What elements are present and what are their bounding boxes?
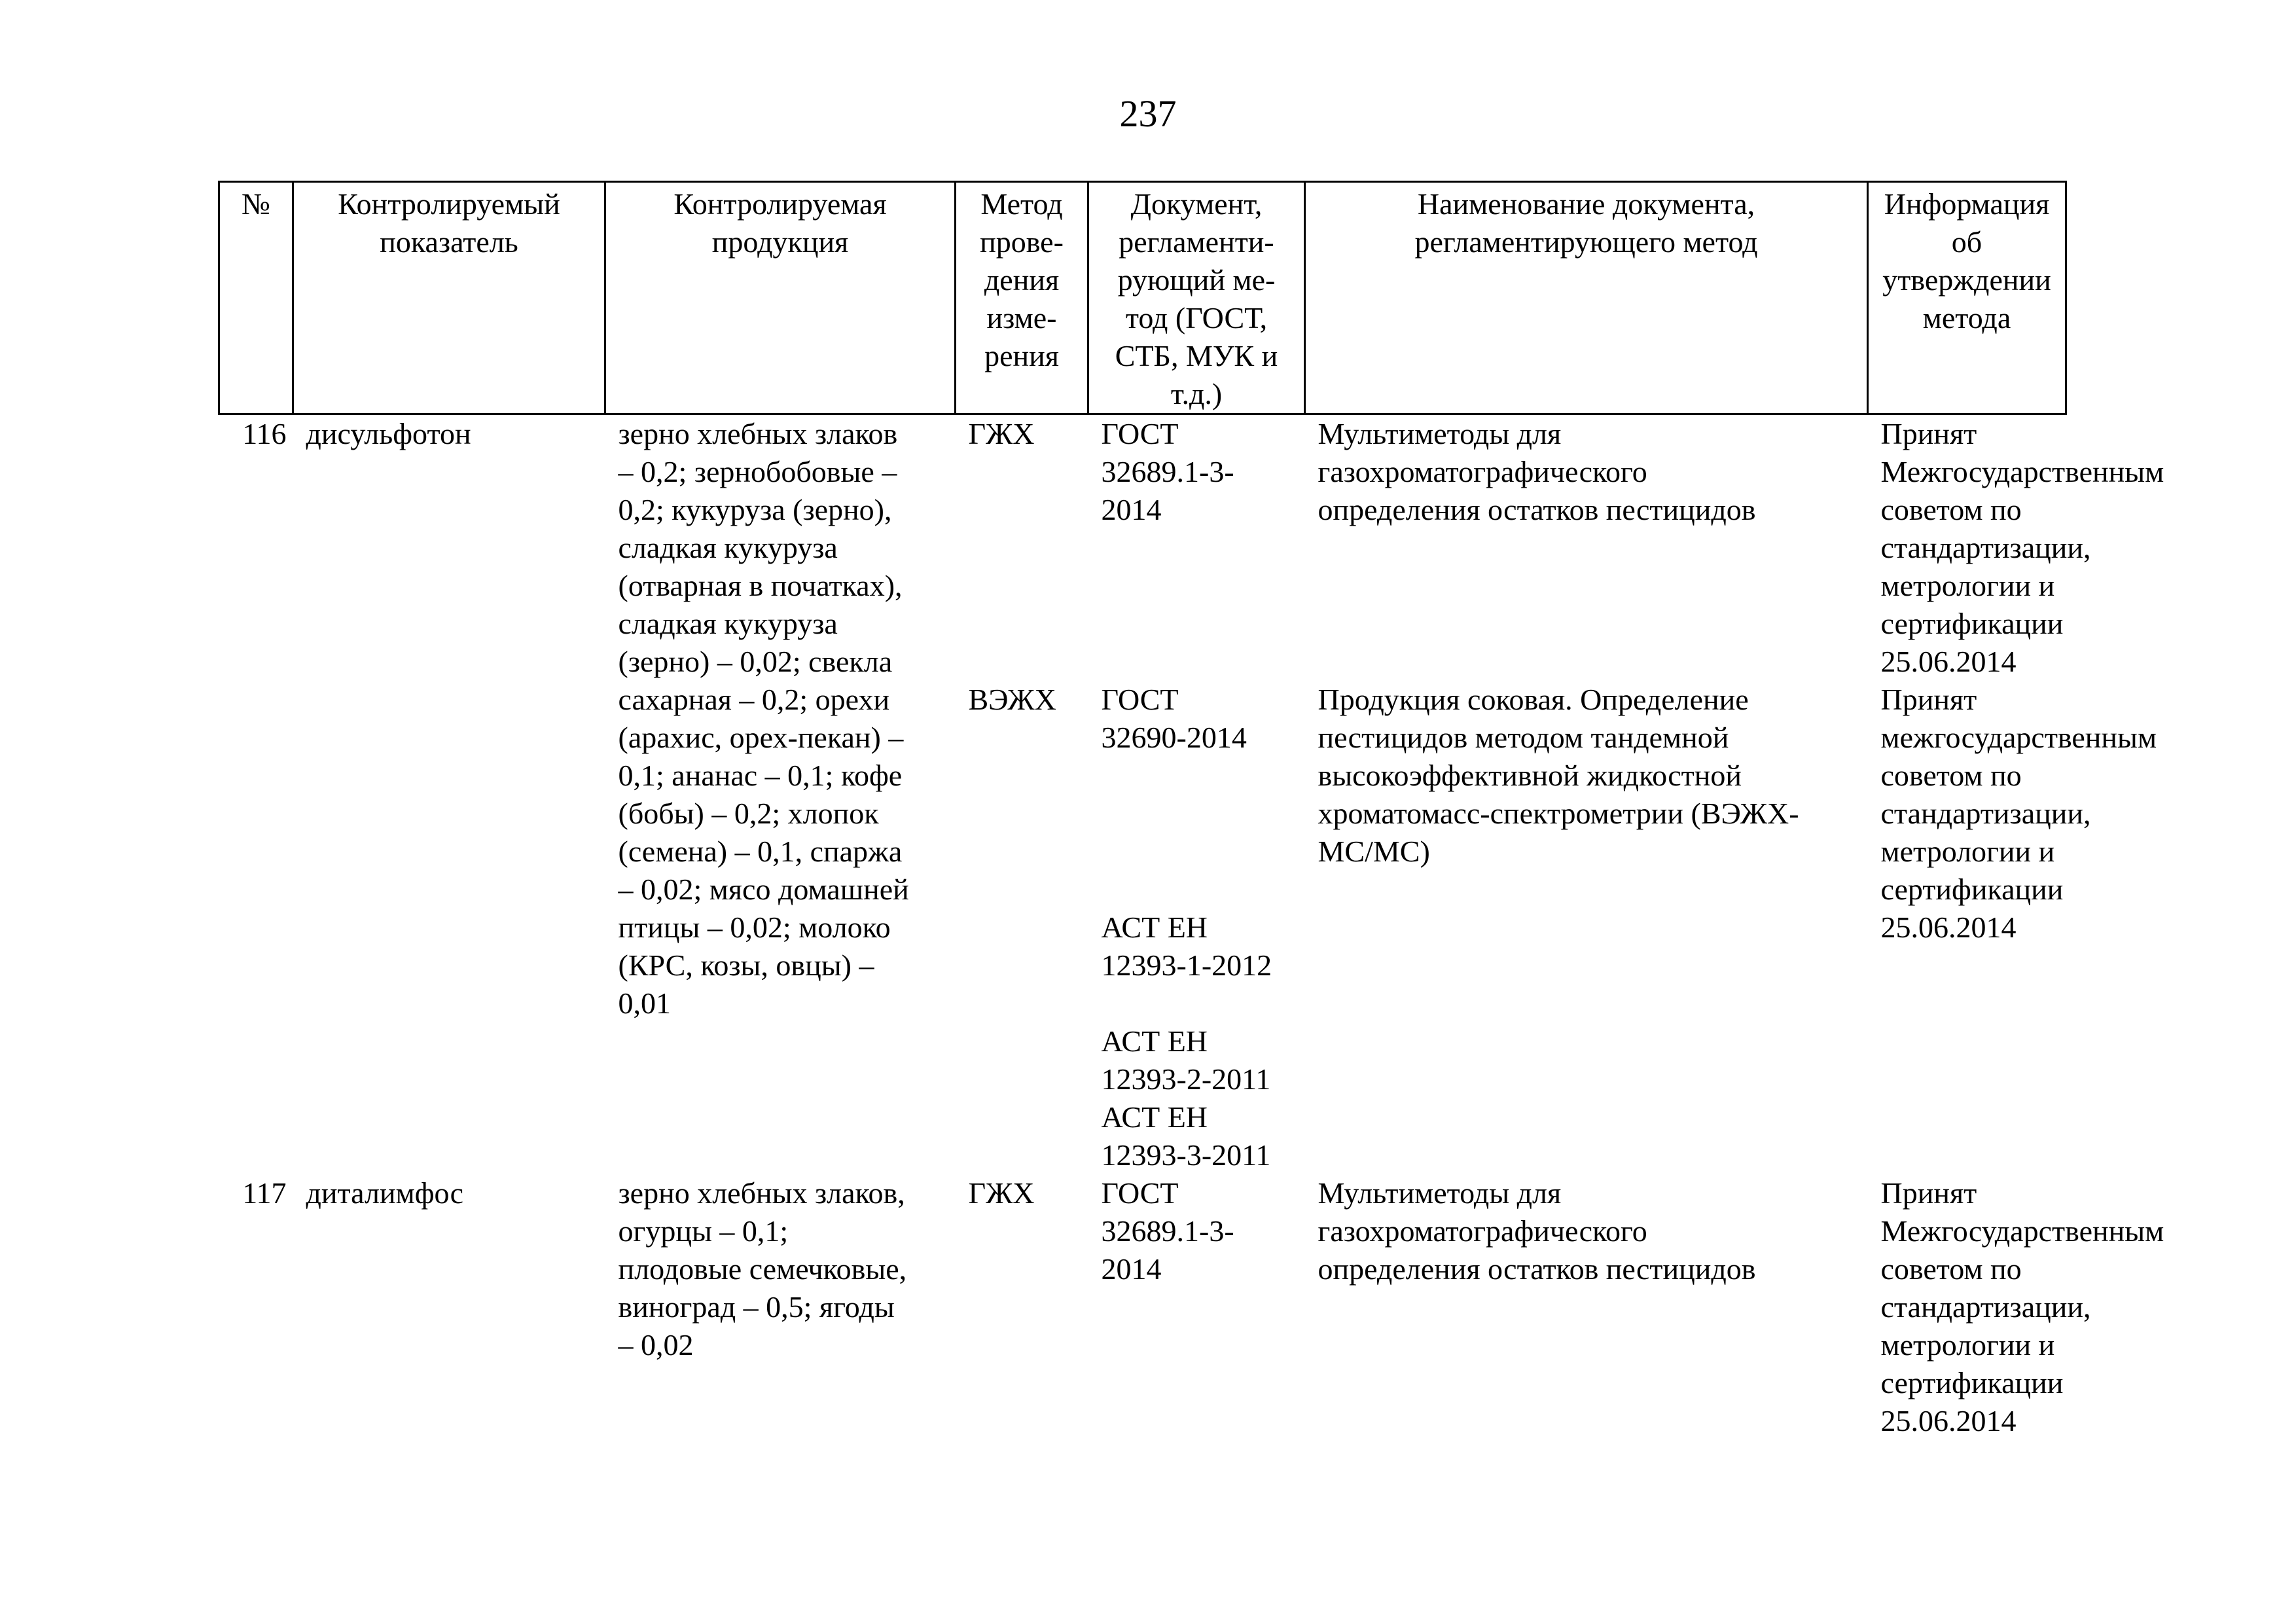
table-header-row <box>219 182 2066 414</box>
header-approval: Информация об утверждении метода <box>1868 182 2066 414</box>
row-doc-name: Мультиметоды для газохроматографического определения остатков пестицидов <box>1318 1176 1756 1286</box>
row-method: ГЖХ <box>968 417 1035 450</box>
row-indicator: диталимфос <box>306 1176 464 1210</box>
row-approval: Принят Межгосударственным советом по стандартизации, метрологии и сертификации 25.06.2014 <box>1880 417 2164 678</box>
header-num: № <box>219 182 293 414</box>
table-row <box>219 1174 2066 1440</box>
table-row <box>219 414 2066 681</box>
row-method: ГЖХ <box>968 1176 1035 1210</box>
header-doc-name: Наименование документа, регламентирующего метод <box>1305 182 1868 414</box>
header-method: Метод прове- дения изме- рения <box>956 182 1088 414</box>
row-number: 116 <box>242 417 287 450</box>
row-approval: Принят межгосударственным советом по стандартизации, метрологии и сертификации 25.06.2014 <box>1880 683 2157 944</box>
row-product: зерно хлебных злаков, огурцы – 0,1; плодовые семечковые, виноград – 0,5; ягоды – 0,02 <box>618 1176 907 1362</box>
row-approval: Принят Межгосударственным советом по стандартизации, метрологии и сертификации 25.06.2014 <box>1880 1176 2164 1437</box>
row-document: ГОСТ 32690-2014 АСТ ЕН 12393-1-2012 АСТ ЕН 12393-2-2011 АСТ ЕН 12393-3-2011 <box>1101 683 1272 1172</box>
row-doc-name: Мультиметоды для газохроматографического определения остатков пестицидов <box>1318 417 1756 526</box>
header-indicator: Контролируемый показатель <box>293 182 605 414</box>
row-product: зерно хлебных злаков – 0,2; зернобобовые – 0,2; кукуруза (зерно), сладкая кукуруза (отварная в початках), сладкая кукуруза (зерно) – 0,02; свекла сахарная – 0,2; орехи (арахис, орех-пекан) – 0,1; ананас – 0,1; кофе (бобы) – 0,2; хлопок (семена) – 0,1, спаржа – 0,02; мясо домашней птицы – 0,02; молоко (КРС, козы, овцы) – 0,01 <box>618 417 909 1020</box>
row-number: 117 <box>242 1176 287 1210</box>
row-document: ГОСТ 32689.1-3- 2014 <box>1101 417 1234 526</box>
header-document: Документ, регламенти- рующий ме- тод (ГОСТ, СТБ, МУК и т.д.) <box>1088 182 1305 414</box>
page-number: 237 <box>1119 92 1177 135</box>
row-method: ВЭЖХ <box>968 683 1056 716</box>
row-indicator: дисульфотон <box>306 417 471 450</box>
row-document: ГОСТ 32689.1-3- 2014 <box>1101 1176 1234 1286</box>
row-doc-name: Продукция соковая. Определение пестицидов методом тандемной высокоэффективной жидкостной хроматомасс-спектрометрии (ВЭЖХ- МС/МС) <box>1318 683 1799 868</box>
methods-table <box>218 181 2164 1440</box>
header-product: Контролируемая продукция <box>605 182 956 414</box>
